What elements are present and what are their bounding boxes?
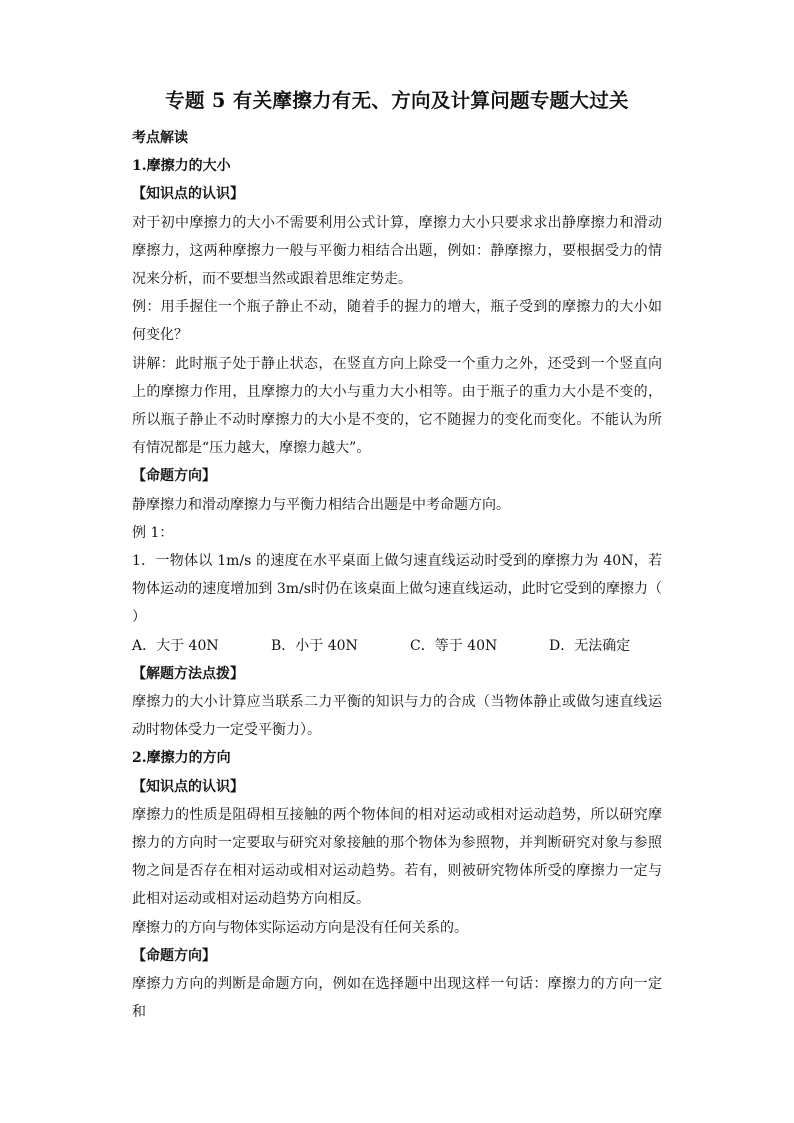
s1-question: 1．一物体以 1m/s 的速度在水平桌面上做匀速直线运动时受到的摩擦力为 40N，若物体运动的速度增加到 3m/s时仍在该桌面上做匀速直线运动，此时它受到的摩擦力（ ） (132, 553, 662, 626)
s1-direction-heading: 【命题方向】 (132, 468, 216, 485)
s1-method-text: 摩擦力的大小计算应当联系二力平衡的知识与力的合成（当物体静止或做匀速直线运动时物体受力一定受平衡力）。 (132, 694, 662, 739)
s1-knowledge-heading: 【知识点的认识】 (132, 186, 244, 203)
s2-direction-heading: 【命题方向】 (132, 947, 216, 964)
s1-direction-text: 静摩擦力和滑动摩擦力与平衡力相结合出题是中考命题方向。 (132, 496, 510, 513)
s1-example-label: 例 1： (132, 524, 174, 541)
option-c: C．等于 40N (410, 637, 498, 654)
option-b: B．小于 40N (271, 637, 358, 654)
s1-explain-text: 讲解：此时瓶子处于静止状态，在竖直方向上除受一个重力之外，还受到一个竖直向上的摩擦力作用，且摩擦力的大小与重力大小相等。由于瓶子的重力大小是不变的，所以瓶子静止不动时摩擦力的大小是不变的，它不随握力的变化而变化。不能认为所有情况都是“压力越大，摩擦力越大”。 (132, 355, 662, 457)
document-title: 专题 5 有关摩擦力有无、方向及计算问题专题大过关 (165, 89, 629, 112)
s1-options (132, 632, 662, 660)
s1-method-heading: 【解题方法点拨】 (132, 665, 244, 682)
s1-example-text: 例：用手握住一个瓶子静止不动，随着手的握力的增大，瓶子受到的摩擦力的大小如何变化？ (132, 299, 662, 344)
s2-direction-text: 摩擦力方向的判断是命题方向，例如在选择题中出现这样一句话：摩擦力的方向一定和 (132, 976, 662, 1021)
s2-knowledge-text-2: 摩擦力的方向与物体实际运动方向是没有任何关系的。 (132, 919, 468, 936)
s1-knowledge-text: 对于初中摩擦力的大小不需要利用公式计算，摩擦力大小只要求求出静摩擦力和滑动摩擦力，这两种摩擦力一般与平衡力相结合出题，例如：静摩擦力，要根据受力的情况来分析，而不要想当然或跟着思维定势走。 (132, 214, 662, 288)
s1-heading: 1.摩擦力的大小 (132, 158, 231, 175)
s2-knowledge-text: 摩擦力的性质是阻碍相互接触的两个物体间的相对运动或相对运动趋势，所以研究摩擦力的方向时一定要取与研究对象接触的那个物体为参照物，并判断研究对象与参照物之间是否存在相对运动或相对运动趋势。若有，则被研究物体所受的摩擦力一定与此相对运动或相对运动趋势方向相反。 (132, 806, 662, 908)
section-heading: 考点解读 (132, 130, 188, 146)
option-d: D．无法确定 (549, 637, 631, 654)
s2-heading: 2.摩擦力的方向 (132, 750, 231, 767)
s2-knowledge-heading: 【知识点的认识】 (132, 778, 244, 795)
option-a: A．大于 40N (132, 637, 219, 654)
